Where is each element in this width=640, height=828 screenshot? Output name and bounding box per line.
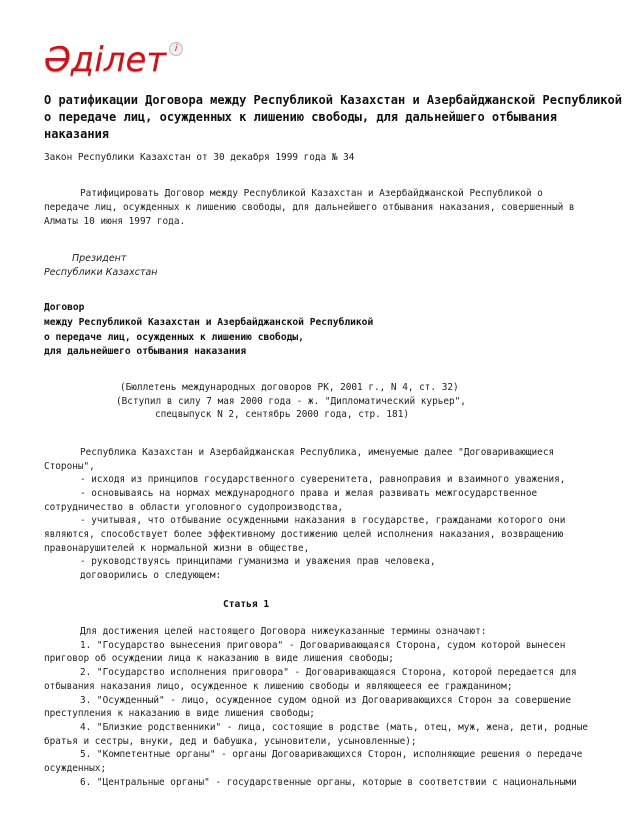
preamble-line: - основываясь на нормах международного права и желая развивать межгосударственное [80, 488, 538, 499]
treaty-title-line: для дальнейшего отбывания наказания [44, 346, 247, 357]
source-note: спецвыпуск N 2, сентябрь 2000 года, стр. 181) [155, 409, 409, 420]
signature-title: Президент [72, 253, 127, 264]
preamble-line: - исходя из принципов государственного суверенитета, равноправия и взаимного уважения, [80, 474, 566, 485]
preamble-line: правонарушителей к нормальной жизни в обществе, [44, 543, 310, 554]
law-reference: Закон Республики Казахстан от 30 декабря 1999 года № 34 [44, 152, 355, 163]
ratification-paragraph-line: Ратифицировать Договор между Республикой Казахстан и Азербайджанской Республикой о [80, 188, 543, 199]
article-line: 3. "Осужденный" - лицо, осужденное судом одной из Договаривающихся Сторон за совершение [80, 695, 572, 706]
preamble-line: договорились о следующем: [80, 570, 222, 581]
article-line: отбывания наказания лицо, осужденное к лишению свободы и являющееся ее гражданином; [44, 681, 513, 692]
article-line: 6. "Центральные органы" - государственные органы, которые в соответствии с национальными [80, 777, 577, 788]
document-title-line: наказания [44, 127, 110, 141]
info-icon: i [169, 42, 183, 56]
adilet-logo[interactable] [44, 40, 183, 80]
preamble-line: являются, способствует более эффективному достижению целей исполнения наказания, возвращению [44, 529, 564, 540]
article-line: Для достижения целей настоящего Договора нижеуказанные термины означают: [80, 626, 487, 637]
document-title-line: о передаче лиц, осужденных к лишению свободы, для дальнейшего отбывания [44, 110, 557, 124]
signature-title: Республики Казахстан [44, 267, 158, 278]
document-title-line: О ратификации Договора между Республикой Казахстан и Азербайджанской Республикой [44, 93, 622, 107]
preamble-line: сотрудничество в области уголовного судопроизводства, [44, 502, 344, 513]
source-note: (Бюллетень международных договоров РК, 2001 г., N 4, ст. 32) [120, 382, 459, 393]
preamble-line: - учитывая, что отбывание осужденными наказания в государстве, гражданами которого они [80, 515, 566, 526]
article-line: осужденных; [44, 763, 107, 774]
article-line: 2. "Государство исполнения приговора" - Договаривающаяся Сторона, которой передается для [80, 667, 577, 678]
preamble-line: Стороны", [44, 461, 95, 472]
article-line: 1. "Государство вынесения приговора" - Договаривающаяся Сторона, судом которой вынесен [80, 640, 566, 651]
article-heading: Статья 1 [223, 599, 270, 610]
treaty-title-line: между Республикой Казахстан и Азербайджанской Республикой [44, 317, 374, 328]
ratification-paragraph-line: передаче лиц, осужденных к лишению свободы, для дальнейшего отбывания наказания, совершенный в [44, 202, 575, 213]
article-line: 4. "Близкие родственники" - лица, состоящие в родстве (мать, отец, муж, жена, дети, родные [80, 722, 588, 733]
article-line: приговор об осуждении лица к наказанию в виде лишения свободы; [44, 653, 394, 664]
article-line: преступления к наказанию в виде лишения свободы; [44, 708, 315, 719]
treaty-title-line: Договор [44, 302, 85, 313]
source-note: (Вступил в силу 7 мая 2000 года - ж. "Дипломатический курьер", [116, 396, 466, 407]
ratification-paragraph-line: Алматы 10 июня 1997 года. [44, 216, 186, 227]
preamble-line: - руководствуясь принципами гуманизма и уважения прав человека, [80, 556, 436, 567]
treaty-title-line: о передаче лиц, осужденных к лишению свободы, [44, 332, 304, 343]
article-line: братья и сестры, внуки, дед и бабушка, усыновители, усыновленные); [44, 736, 417, 747]
logo-text: Әділет [44, 40, 167, 80]
preamble-line: Республика Казахстан и Азербайджанская Республика, именуемые далее "Договаривающиеся [80, 447, 555, 458]
article-line: 5. "Компетентные органы" - органы Договаривающихся Сторон, исполняющие решения о передаче [80, 749, 583, 760]
